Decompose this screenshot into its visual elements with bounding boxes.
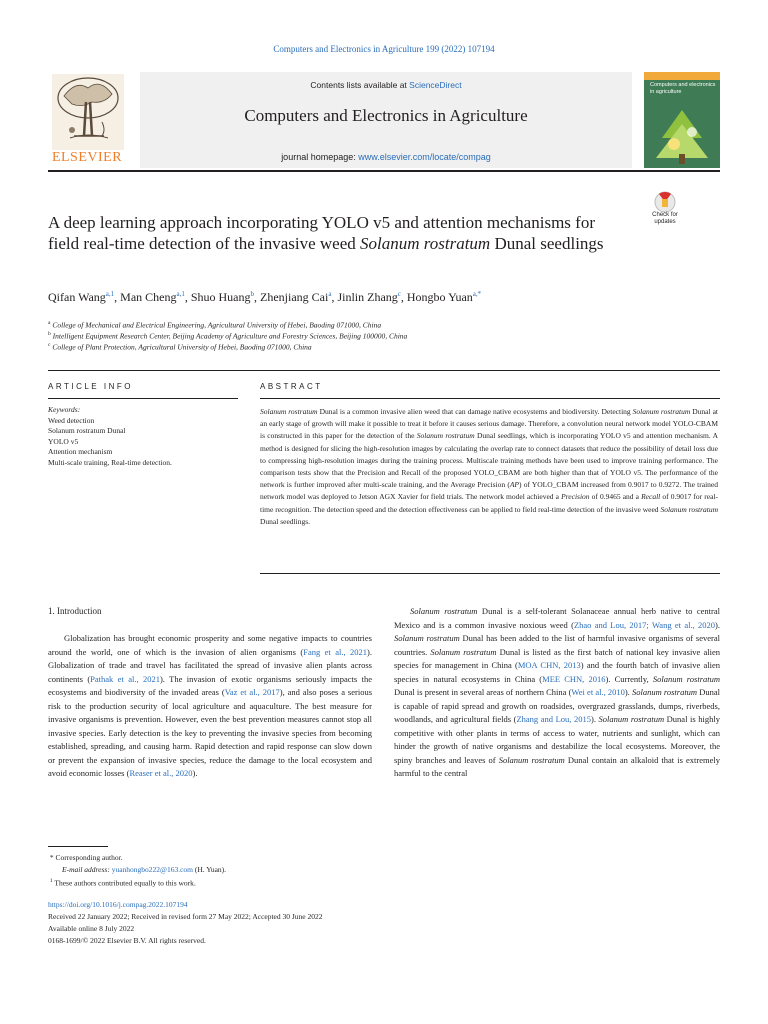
affiliation: $^a$ College of Mechanical and Electrical Engineering, Agricultural University of Hebei, Baoding 071000, China (48, 320, 382, 330)
doi-link[interactable]: https://doi.org/10.1016/j.compag.2022.107194 (48, 900, 188, 909)
journal-reference[interactable]: Computers and Electronics in Agriculture 199 (2022) 107194 (273, 44, 495, 54)
email-note: E-mail address: yuanhongbo222@163.com (H. Yuan). (62, 865, 227, 874)
journal-title: Computers and Electronics in Agriculture (244, 106, 528, 125)
intro-left-column (48, 632, 372, 781)
author[interactable]: Zhenjiang Cai$^a$ (260, 290, 332, 304)
elsevier-tree-logo-icon (52, 74, 124, 150)
intro-paragraph: Solanum rostratum Dunal is a self-tolerant Solanaceae annual herb native to central Mexico and is a common invasive noxious weed (Zhao and Lou, 2017; Wang et al., 2020). Solanum rostratum Dunal has been added to the list of harmful invasive organisms of several countries. Solanum rostratum Dunal is listed as the first batch of national key invasive alien species for management in China (MOA CHN, 2013) and the fourth batch of invasive alien species in natural ecosystems in China (MEE CHN, 2016). Currently, Solanum rostratum Dunal is present in several areas of northern China (Wei et al., 2010). Solanum rostratum Dunal is capable of rapid spread and growth on roadsides, overgrazed grasslands, dumps, riverbeds, woodlands, and agricultural fields (Zhang and Lou, 2015). Solanum rostratum Dunal is highly competitive with other plants in terms of access to water, nutrients and sunlight, which can hinder the growth of native organisms and destabilize the local ecosystems. Moreover, the spiny branches and leaves of Solanum rostratum Dunal contain an alkaloid that is extremely harmful to the central (394, 606, 721, 778)
keyword: YOLO v5 (48, 436, 79, 446)
journal-cover-image[interactable] (644, 72, 720, 168)
section-rule (48, 370, 720, 371)
author-list: Qifan Wang$^{a,1}$, Man Cheng$^{a,1}$, Shuo Huang$^b$, Zhenjiang Cai$^a$, Jinlin Zhang$^c$, Hongbo Yuan$^{a,*}$ (48, 290, 482, 304)
title-part-2: Dunal seedlings (490, 234, 604, 253)
copyright-line: 0168-1699/© 2022 Elsevier B.V. All rights reserved. (48, 936, 206, 945)
author[interactable]: Jinlin Zhang$^c$ (337, 290, 401, 304)
header-rule (48, 170, 720, 172)
intro-right-column (394, 605, 720, 781)
keyword: Multi-scale training, Real-time detection. (48, 457, 172, 467)
title-italic-species: Solanum rostratum (360, 234, 491, 253)
contents-line (140, 80, 632, 90)
badge-line-1: Check for (652, 212, 678, 218)
badge-line-2: updates (654, 219, 676, 225)
author[interactable]: Man Cheng$^{a,1}$ (120, 290, 185, 304)
available-online: Available online 8 July 2022 (48, 924, 135, 933)
keyword: Attention mechanism (48, 447, 113, 456)
email-link[interactable]: yuanhongbo222@163.com (111, 865, 193, 874)
journal-homepage (140, 152, 632, 162)
abstract-rule (260, 398, 720, 399)
sciencedirect-link[interactable]: ScienceDirect (409, 80, 462, 90)
title-part-1: A deep learning approach incorporating YOLO v5 and attention mechanisms for field real-time detection of the invasive weed (48, 213, 595, 253)
abstract-heading: ABSTRACT (260, 382, 323, 391)
abstract-bottom-rule (260, 573, 720, 574)
corresponding-author-note: * Corresponding author. (48, 853, 123, 862)
author[interactable]: Shuo Huang$^b$ (190, 290, 255, 304)
homepage-prefix: journal homepage: (281, 152, 359, 162)
author[interactable]: Hongbo Yuan$^{a,*}$ (406, 290, 482, 304)
intro-paragraph: Globalization has brought economic prosperity and some negative impacts to countries around the world, one of which is the invasion of alien organisms (Fang et al., 2021). Globalization of trade and travel has facilitated the spread of invasive alien plants across continents (Pathak et al., 2021). The invasion of exotic organisms seriously impacts the ecosystems and biodiversity of the invaded areas (Vaz et al., 2017), and also poses a serious risk to the production security of local agriculture and aquaculture. The best measure for invasive organisms is prevention. However, even the best prevention measures cannot stop all invasive species. Early detection is the key to preventing the invasive species from becoming established, spreading, and causing harm. Rapid detection and rapid response can slow down or prevent the expansion of invasive species, reduce the damage to the local ecosystem and avoid economic losses (Reaser et al., 2020). (48, 633, 372, 778)
affiliation: $^b$ Intelligent Equipment Research Center, Beijing Academy of Agriculture and Forestry Sciences, Beijing 100000, China (48, 331, 408, 341)
article-info-heading: ARTICLE INFO (48, 382, 133, 391)
received-dates: Received 22 January 2022; Received in revised form 27 May 2022; Accepted 30 June 2022 (48, 912, 323, 921)
elsevier-wordmark: ELSEVIER (51, 150, 123, 165)
author[interactable]: Qifan Wang$^{a,1}$ (48, 290, 115, 304)
article-title (48, 212, 628, 254)
equal-contribution-note: $^1$ These authors contributed equally to this work. (49, 878, 196, 888)
keyword: Weed detection (48, 415, 95, 425)
contents-prefix: Contents lists available at (310, 80, 410, 90)
footnote-rule (48, 846, 108, 847)
keywords-label: Keywords: (48, 405, 81, 414)
cover-top-band (644, 72, 720, 80)
introduction-heading: 1. Introduction (48, 606, 102, 616)
keywords-block (48, 405, 238, 468)
abstract-body: Solanum rostratum Dunal is a common invasive alien weed that can damage native ecosystems and biodiversity. Detecting Solanum rostratum Dunal at an early stage of growth will make it possible to treat it before it causes serious damage. Therefore, a convolution neural network model YOLO-CBAM is constructed in this paper for the detection of the Solanum rostratum Dunal seedlings, which is incorporating YOLO v5 and attention mechanism. A method is designed for slicing the high-resolution images by calculating the overlap rate to connect datasets that reduce the possibility of detail loss due to compressing high-resolution images during the training process. Multiscale training methods have been used to improve training performance. The comparison tests show that the Precision and Recall of the proposed YOLO_CBAM are both higher than that of YOLO v5. The performance of the network is further improved after multi-scale training, and the Average Precision (AP) of YOLO_CBAM increased from 0.9017 to 0.9272. The trained network model was deployed to Jetson AGX Xavier for field trials. The network model achieved a Precision of 0.9465 and a Recall of 0.9017 for real-time recognition. The detection speed and the detection effectiveness can be applied to field real-time detection of the invasive weed Solanum rostratum Dunal seedlings. (260, 407, 719, 526)
check-for-updates-label (644, 212, 686, 226)
cover-title: Computers and electronics in agriculture (650, 82, 716, 95)
article-info-rule (48, 398, 238, 399)
affiliation: $^c$ College of Plant Protection, Agricultural University of Hebei, Baoding 071000, China (48, 342, 312, 352)
cover-artwork-icon (650, 108, 714, 164)
keyword: Solanum rostratum Dunal (48, 426, 126, 435)
homepage-link[interactable]: www.elsevier.com/locate/compag (358, 152, 491, 162)
